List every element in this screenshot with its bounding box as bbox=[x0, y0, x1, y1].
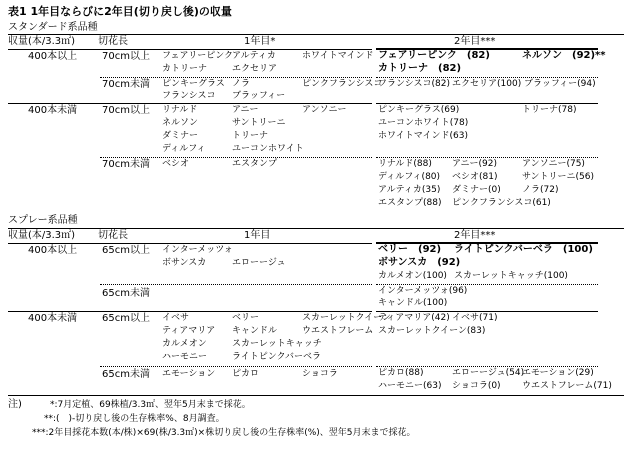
variety-y2: ユーコンホワイト(78) bbox=[378, 118, 469, 128]
variety-y2: ディルフィ(80) bbox=[378, 172, 441, 182]
variety-y2: フランシスコ(82) bbox=[378, 79, 450, 89]
variety-y2: カルメオン(100) bbox=[378, 271, 447, 281]
variety-y2: トリーナ(78) bbox=[522, 105, 577, 115]
divider bbox=[376, 103, 598, 104]
row-yield-label: 400本以上 bbox=[28, 51, 78, 62]
variety: ピンクフランシスコ bbox=[302, 79, 383, 89]
variety: キャンドル bbox=[232, 326, 278, 336]
divider bbox=[100, 284, 372, 285]
divider bbox=[8, 49, 372, 50]
variety: ベシオ bbox=[162, 159, 190, 169]
note-line: ***:2年目採花本数(本/株)×69(株/3.3㎡)×株切り戻し後の生存株率(%)、翌年5月末まで採花。 bbox=[32, 428, 416, 438]
variety: ユーコンホワイト bbox=[232, 144, 304, 154]
header-year1: 1年目 bbox=[244, 230, 271, 241]
variety-y2: サントリーニ(56) bbox=[522, 172, 595, 182]
variety-y2: スカーレットクイーン(83) bbox=[378, 326, 486, 336]
variety-y2: アルティカ(35) bbox=[378, 185, 441, 195]
divider bbox=[100, 366, 372, 367]
variety-y2: アニー(92) bbox=[452, 159, 498, 169]
variety-y2: エローージュ(54) bbox=[452, 368, 525, 378]
variety-y2: フェアリーピンク (82) bbox=[378, 50, 490, 61]
variety: アンソニー bbox=[302, 105, 347, 115]
variety-y2: ショコラ(0) bbox=[452, 381, 501, 391]
divider bbox=[8, 103, 372, 104]
variety: フェアリーピンク bbox=[162, 51, 234, 61]
variety: カルメオン bbox=[162, 339, 207, 349]
variety: フランシスコ bbox=[162, 91, 216, 101]
divider bbox=[376, 77, 598, 78]
variety: エスタンプ bbox=[232, 159, 278, 169]
variety: ライトピンクバーベラ bbox=[232, 352, 322, 362]
variety: ハーモニー bbox=[162, 352, 208, 362]
variety-y2: リナルド(88) bbox=[378, 159, 432, 169]
variety-y2: カトリーナ (82) bbox=[378, 63, 462, 74]
variety-y2: ティアマリア(42) bbox=[378, 313, 450, 323]
variety-y2: ウエストフレーム(71) bbox=[522, 381, 612, 391]
header-length: 切花長 bbox=[98, 230, 128, 241]
row-length-label: 65cm以上 bbox=[102, 313, 150, 324]
variety-y2: ホワイトマインド(63) bbox=[378, 131, 469, 141]
variety: アルティカ bbox=[232, 51, 276, 61]
header-yield: 収量(本/3.3㎡) bbox=[8, 230, 76, 241]
variety: エクセリア bbox=[232, 64, 278, 74]
variety: インターメッツォ bbox=[162, 245, 233, 255]
variety-y2: エクセリア(100) bbox=[452, 79, 522, 89]
divider bbox=[376, 311, 598, 312]
divider bbox=[376, 366, 598, 367]
divider bbox=[376, 157, 598, 158]
variety-y2: ブラッフィー(94) bbox=[524, 79, 596, 89]
variety: カトリーナ bbox=[162, 64, 208, 74]
variety-y2: エスタンプ(88) bbox=[378, 198, 442, 208]
row-length-label: 70cm以上 bbox=[102, 51, 150, 62]
variety: ネルソン bbox=[162, 118, 199, 128]
row-yield-label: 400本以上 bbox=[28, 245, 78, 256]
variety-y2: ボサンスカ (92) bbox=[378, 257, 461, 268]
divider bbox=[8, 243, 372, 244]
divider bbox=[376, 284, 598, 285]
divider bbox=[8, 34, 624, 35]
variety-y2: スカーレットキャッチ(100) bbox=[454, 271, 568, 281]
variety: サントリーニ bbox=[232, 118, 286, 128]
standard-section-label: スタンダード系品種 bbox=[8, 22, 98, 33]
header-year1: 1年目* bbox=[244, 36, 276, 47]
row-length-label: 65cm以上 bbox=[102, 245, 150, 256]
variety: ショコラ bbox=[302, 369, 338, 379]
divider bbox=[100, 77, 372, 78]
divider bbox=[100, 157, 372, 158]
variety: ティアマリア bbox=[162, 326, 216, 336]
variety: ブラッフィー bbox=[232, 91, 286, 101]
table-title: 表1 1年目ならびに2年目(切り戻し後)の収量 bbox=[8, 5, 232, 18]
variety: アニー bbox=[232, 105, 259, 115]
variety-y2: エモーション(29) bbox=[522, 368, 594, 378]
divider bbox=[8, 311, 372, 312]
variety-y2: ピカロ(88) bbox=[378, 368, 424, 378]
variety: ピンキーグラス bbox=[162, 79, 225, 89]
variety: ベリー bbox=[232, 313, 260, 323]
variety-y2: ピンクフランシスコ(61) bbox=[452, 198, 551, 208]
note-line: **:( )-切り戻し後の生存株率%、8月調査。 bbox=[44, 414, 225, 424]
note-line: *:7月定植、69株植/3.3㎡、翌年5月末まで採花。 bbox=[50, 400, 251, 410]
variety: ダミナー bbox=[162, 131, 199, 141]
variety: ボサンスカ bbox=[162, 258, 207, 268]
variety-y2: ダミナー(0) bbox=[452, 185, 501, 195]
variety: エローージュ bbox=[232, 258, 286, 268]
variety-y2: ライトピンクバーベラ (100) bbox=[454, 244, 593, 255]
variety-y2: ピンキーグラス(69) bbox=[378, 105, 460, 115]
divider bbox=[8, 228, 624, 229]
variety-y2: キャンドル(100) bbox=[378, 298, 448, 308]
row-length-label: 70cm未満 bbox=[102, 79, 150, 90]
notes-label: 注) bbox=[8, 399, 22, 410]
variety-y2: ベリー (92) bbox=[378, 244, 442, 255]
variety-y2: アンソニー(75) bbox=[522, 159, 585, 169]
variety: エモーション bbox=[162, 369, 216, 379]
variety: ホワイトマインド bbox=[302, 51, 374, 61]
header-year2: 2年目*** bbox=[454, 36, 496, 47]
variety: スカーレットクイーン bbox=[302, 313, 391, 323]
row-length-label: 70cm未満 bbox=[102, 159, 150, 170]
variety: ディルフィ bbox=[162, 144, 206, 154]
variety: ウエストフレーム bbox=[302, 326, 374, 336]
variety-y2: イベサ(71) bbox=[452, 313, 498, 323]
variety-y2: ネルソン (92)** bbox=[522, 50, 606, 61]
variety-y2: ベシオ(81) bbox=[452, 172, 498, 182]
variety-y2: ノラ(72) bbox=[522, 185, 559, 195]
divider bbox=[8, 395, 624, 396]
row-length-label: 65cm未満 bbox=[102, 369, 150, 380]
row-length-label: 65cm未満 bbox=[102, 288, 150, 299]
variety: イベサ bbox=[162, 313, 190, 323]
variety: トリーナ bbox=[232, 131, 269, 141]
variety-y2: ハーモニー(63) bbox=[378, 381, 442, 391]
header-year2: 2年目*** bbox=[454, 230, 496, 241]
variety: リナルド bbox=[162, 105, 198, 115]
row-yield-label: 400本未満 bbox=[28, 313, 78, 324]
variety: スカーレットキャッチ bbox=[232, 339, 322, 349]
variety: ピカロ bbox=[232, 369, 260, 379]
row-yield-label: 400本未満 bbox=[28, 105, 78, 116]
spray-section-label: スプレー系品種 bbox=[8, 215, 78, 226]
header-yield: 収量(本/3.3㎡) bbox=[8, 36, 76, 47]
header-length: 切花長 bbox=[98, 36, 128, 47]
row-length-label: 70cm以上 bbox=[102, 105, 150, 116]
variety: ノラ bbox=[232, 79, 251, 89]
variety-y2: インターメッツォ(96) bbox=[378, 286, 468, 296]
